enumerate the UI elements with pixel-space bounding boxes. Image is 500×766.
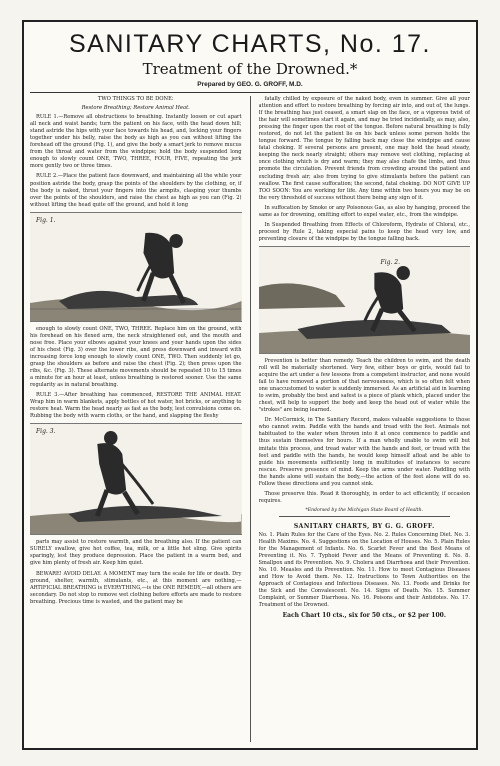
rule-1-paragraph: RULE 1.—Remove all obstructions to breathing. Instantly loosen or cut apart all neck and waist bands; turn the patient on his face, with the head down hill; stand astride the hips with your face towards his head, and, locking your fingers together under his belly, raise the body as high as you can without lifting the forehead off the ground (Fig. 1), and give the body a smart jerk to remove mucus from the throat and water from the windpipe; hold the body suspended long enough to slowly count ONE, TWO, THREE, FOUR, FIVE, repeating the jerk more gently two or three times. [30,114,242,170]
smoke-paragraph: In suffocation by Smoke or any Poisonous Gas, as also by hanging, proceed the same as for drowning, omitting effort to expel water, etc., from the windpipe. [258,204,470,218]
endorsement-note: *Endorsed by the Michigan State Board of Health. [305,507,424,513]
figure-3-drawing [30,424,242,534]
warmth-paragraph: parts may assist to restore warmth, and the breathing also. If the patient can SURELY swallow, give hot coffee, tea, milk, or a little hot sling. Give spirits sparingly, lest they produce depression. Place the patient in a warm bed, and give him plenty of fresh air. Keep him quiet. [30,539,242,567]
charts-list-heading: SANITARY CHARTS, BY G. G. GROFF. [293,522,435,530]
byline: Prepared by GEO. G. GROFF, M.D. [197,81,303,88]
rule-3-paragraph: RULE 3.—After breathing has commenced, RESTORE THE ANIMAL HEAT. Wrap him in warm blankets, apply bottles of hot water, hot bricks, or anything to restore heat. Warm the head nearly as fast as the body, lest convulsions come on. Rubbing the body with warm cloths, or the hand, and slapping the fleshy [30,392,242,420]
chloroform-paragraph: In Suspended Breathing from Effects of Chloroform, Hydrate of Chloral, etc., proceed by Rule 2, taking especial pains to keep the head very low, and preventing closure of the windpipe by the tongue falling back. [258,221,470,242]
price-line: Each Chart 10 cts., six for 50 cts., or $2 per 100. [282,612,446,620]
figure-2-illustration [259,246,471,354]
figure-1-label: Fig. 1. [36,216,56,224]
column-divider [250,96,251,742]
left-column [30,96,242,742]
body-columns [30,96,470,742]
charts-list: No. 1. Plain Rules for the Care of the Eyes. No. 2. Rules Concerning Diet. No. 3. Health Maxims. No. 4. Suggestions on the Location of Houses. No. 5. Plain Rules for the Management of Infants. No. 6. Scarlet Fever and the Best Means of Preventing it. No. 7. Typhoid Fever and the Means of Preventing it. No. 8. Smallpox and its Prevention. No. 9. Cholera and Diarrhoea and their Prevention. No. 10. Measles and its Prevention. No. 11. How to meet Contagious Diseases and How to Avoid them. No. 12. Instructions to Town Authorities on the Approach of Contagious and Infectious Diseases. No. 13. Foods and Drinks for the Sick and the Convalescent. No. 14. Signs of Death. No. 15. Summer Complaint, or Summer Diarrhoea. No. 16. Poisons and their Antidotes. No. 17. Treatment of the Drowned. [258,531,470,609]
figure-2-drawing [259,247,471,353]
figure-3-illustration [30,423,242,535]
figure-1-drawing [30,213,242,321]
chart-sheet [22,20,478,750]
header-rule [30,92,470,93]
rule-2-paragraph: RULE 2.—Place the patient face downward, and maintaining all the while your position astride the body, grasp the points of the shoulders by the clothing, or, if the body is naked, thrust your fingers into the armpits, clasping your thumbs over the points of the shoulders, and raise the chest as high as you can (Fig. 2) without lifting the head quite off the ground, and hold it long [30,173,242,208]
section-heading: TWO THINGS TO BE DONE: [97,96,174,102]
charts-rule [279,516,451,517]
mccormick-paragraph: Dr. McCormick, in The Sanitary Record, makes valuable suggestions to those who cannot swim. Paddle with the hands and tread with the feet. Animals not habituated to the water when thrown into it at once commence to paddle and thus sustain themselves for hours. If a man wholly unable to swim will but imitate this process, and tread water with the hands and feet, or tread with the feet and paddle with the hands, he would keep himself afloat and be able to guide his movements sufficiently long in multitudes of instances to secure rescue. Preserve presence of mind. Keep the arms under water. Paddling with the hands alone will sustain the body,—the action of the feet alone will do so. Follow these directions and you cannot sink. [258,417,470,487]
right-column [259,96,471,742]
preserve-paragraph: Those preserve this. Read it thoroughly, in order to act efficiently, if occasion requires. [258,490,470,504]
page-title: SANITARY CHARTS, No. 17. [68,30,432,58]
figure-3-label: Fig. 3. [36,428,56,436]
figure-1-illustration [30,212,242,322]
figure-2-label: Fig. 2. [380,258,400,266]
attention-paragraph: fatally chilled by exposure of the naked body, even in summer. Give all your attention and effort to restore breathing by forcing air into, and out of, the lungs. If the breathing has just ceased, a smart slap on the face, or a vigorous twist of the hair will sometimes start it again, and may be tried incidentally, as may, also, pressing the finger upon the root of the tongue. Before natural breathing is fully restored, do not let the patient lie on his back unless some person holds the tongue forward. The tongue by falling back may close the windpipe and cause fatal choking. If several persons are present, one may hold the head steady, keeping the neck nearly straight; others may remove wet clothing, replacing at once clothing which is dry and warm; they may also chafe the limbs, and thus promote the circulation. Prevent friends from crowding around the patient and excluding fresh air; also from trying to give stimulants before the patient can swallow. The first cause suffocation; the second, fatal choking. DO NOT GIVE UP TOO SOON: You are working for life. Any time within two hours you may be on the very threshold of success without there being any sign of it. [258,96,470,201]
rule-2-continued: enough to slowly count ONE, TWO, THREE. Replace him on the ground, with his forehead on his flexed arm, the neck straightened out, and the mouth and nose free. Place your elbows against your knees and your hands upon the sides of his chest (Fig. 3) over the lower ribs, and press downward and inward with increasing force long enough to slowly count ONE, TWO. Then suddenly let go, grasp the shoulders as before and raise the chest (Fig. 2); then press upon the ribs, &c. (Fig. 3). These alternate movements should be repeated 10 to 15 times a minute for an hour at least, unless breathing is restored sooner. Use the same regularity as in natural breathing. [30,325,242,389]
prevention-paragraph: Prevention is better than remedy. Teach the children to swim, and the death roll will be materially shortened. Very few, either boys or girls, would fail to acquire the art under a few lessons from a competent instructor, and none would fail to have removed a portion of that nervousness, which is so often felt when one unaccustomed to water is suddenly immersed. As an artificial aid in learning to swim, probably the best and safest is a piece of plank which, placed under the chest, will help to support the body and keep the head out of water while the "strokes" are being learned. [258,357,470,414]
page-subtitle: Treatment of the Drowned.* [142,60,358,78]
beware-paragraph: BEWARE! AVOID DELAY. A MOMENT may turn the scale for life or death. Dry ground, shelter, warmth, stimulants, etc., at this moment are nothing,—ARTIFICIAL BREATHING is EVERYTHING,—is the ONE REMEDY,—all others are secondary. Do not stop to remove wet clothing before efforts are made to restore breathing. Precious time is wasted, and the patient may be [30,570,242,605]
section-subheading: Restore Breathing; Restore Animal Heat. [81,105,190,112]
